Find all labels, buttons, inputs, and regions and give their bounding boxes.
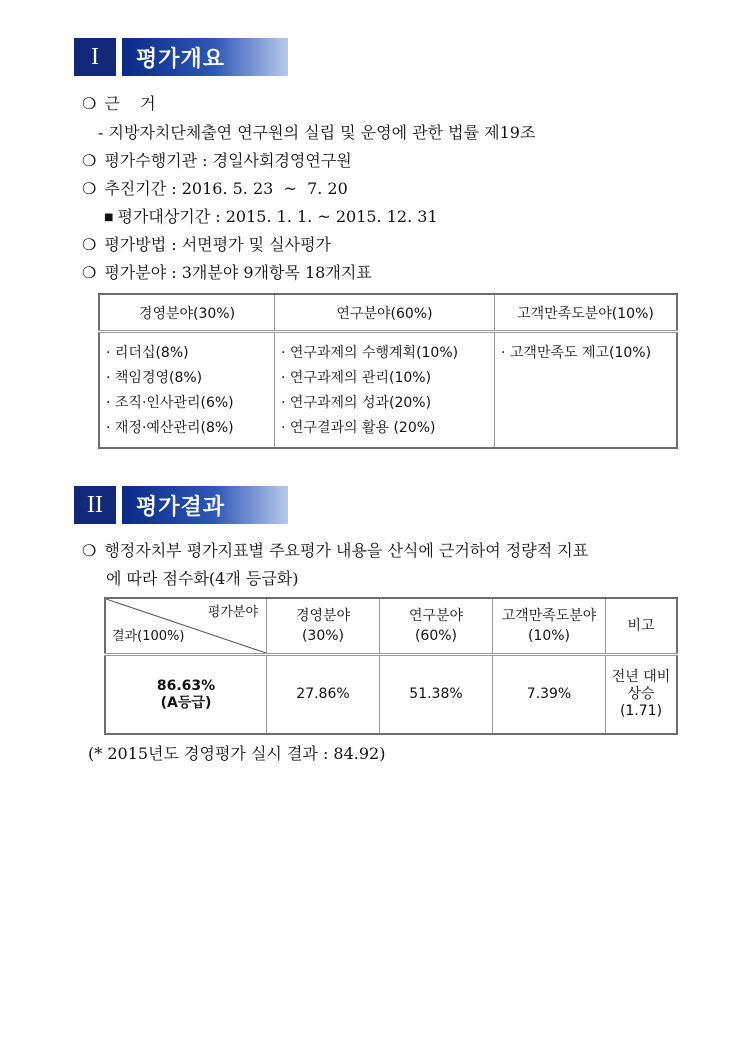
- table-header-row: [105, 598, 677, 655]
- header-line: 고객만족도분야: [501, 608, 597, 624]
- corner-top-label: 평가분야: [207, 605, 258, 620]
- header-management: 경영분야(30%): [99, 294, 275, 332]
- method-line: [82, 235, 331, 255]
- evaluation-results-table: [104, 597, 678, 735]
- list-item: · 책임경영(8%): [106, 370, 203, 386]
- basis-line: [82, 94, 156, 114]
- circle-bullet-icon: ❍: [82, 541, 97, 560]
- field-line: [82, 263, 372, 283]
- research-items: [275, 332, 495, 449]
- header-research: 연구분야(60%): [275, 294, 495, 332]
- circle-bullet-icon: ❍: [82, 151, 97, 170]
- circle-bullet-icon: ❍: [82, 235, 97, 254]
- list-item: · 연구과제의 수행계획(10%): [281, 345, 459, 361]
- customer-score: 7.39%: [493, 655, 606, 735]
- intro-text-1: 행정자치부 평가지표별 주요평가 내용을 산식에 근거하여 정량적 지표: [104, 541, 589, 560]
- total-score-cell: [105, 655, 267, 735]
- header-line: (10%): [527, 628, 571, 644]
- basis-detail: - 지방자치단체출연 연구원의 실립 및 운영에 관한 법률 제19조: [98, 123, 536, 142]
- header-management: [267, 598, 380, 655]
- section-1-heading: [74, 38, 288, 76]
- target-period-line: [104, 207, 438, 228]
- period-text: 추진기간 : 2016. 5. 23 ~ 7. 20: [104, 179, 348, 198]
- agency-line: [82, 151, 352, 171]
- remark-line: 상승: [627, 686, 655, 702]
- basis-label: 근 거: [104, 94, 156, 113]
- list-item: · 재정·예산관리(8%): [106, 420, 234, 436]
- list-item: · 연구과제의 관리(10%): [281, 370, 432, 386]
- header-line: (30%): [301, 628, 345, 644]
- header-research: [380, 598, 493, 655]
- total-grade: (A등급): [160, 694, 212, 711]
- header-line: 연구분야: [408, 608, 464, 624]
- intro-line-1: [82, 541, 588, 561]
- method-text: 평가방법 : 서면평가 및 실사평가: [104, 235, 332, 254]
- management-score: 27.86%: [267, 655, 380, 735]
- list-item: · 연구결과의 활용 (20%): [281, 420, 436, 436]
- research-score: 51.38%: [380, 655, 493, 735]
- footnote: (* 2015년도 경영평가 실시 결과 : 84.92): [88, 744, 386, 763]
- management-items: [99, 332, 275, 449]
- list-item: · 리더십(8%): [106, 345, 189, 361]
- circle-bullet-icon: ❍: [82, 179, 97, 198]
- header-customer: 고객만족도분야(10%): [495, 294, 678, 332]
- table-row: [99, 332, 677, 449]
- header-customer: [493, 598, 606, 655]
- circle-bullet-icon: ❍: [82, 94, 97, 113]
- list-item: · 조직·인사관리(6%): [106, 395, 234, 411]
- table-header-row: [99, 294, 677, 332]
- remark-line: 전년 대비: [611, 669, 671, 685]
- total-score: 86.63%: [156, 677, 216, 694]
- header-remarks: [606, 598, 678, 655]
- remark-cell: [606, 655, 678, 735]
- field-text: 평가분야 : 3개분야 9개항목 18개지표: [104, 263, 372, 282]
- diagonal-header-cell: [105, 598, 267, 655]
- section-2-heading: [74, 486, 288, 524]
- list-item: · 연구과제의 성과(20%): [281, 395, 432, 411]
- corner-bottom-label: 결과(100%): [112, 629, 185, 644]
- remark-line: (1.71): [619, 703, 663, 719]
- section-2-number: II: [74, 486, 116, 524]
- circle-bullet-icon: ❍: [82, 263, 97, 282]
- intro-line-2: 에 따라 점수화(4개 등급화): [106, 569, 299, 588]
- list-item: · 고객만족도 제고(10%): [501, 345, 652, 361]
- section-1-title: 평가개요: [122, 38, 288, 76]
- target-period-text: 평가대상기간 : 2015. 1. 1. ~ 2015. 12. 31: [117, 207, 438, 226]
- customer-items: [495, 332, 678, 449]
- header-line: (60%): [414, 628, 458, 644]
- header-line: 경영분야: [295, 608, 351, 624]
- section-1-number: I: [74, 38, 116, 76]
- period-line: [82, 179, 348, 199]
- section-2-title: 평가결과: [122, 486, 288, 524]
- header-line: 비고: [627, 618, 655, 634]
- evaluation-fields-table: [98, 293, 678, 449]
- agency-text: 평가수행기관 : 경일사회경영연구원: [104, 151, 352, 170]
- square-bullet-icon: ■: [104, 212, 114, 223]
- table-row: [105, 655, 677, 735]
